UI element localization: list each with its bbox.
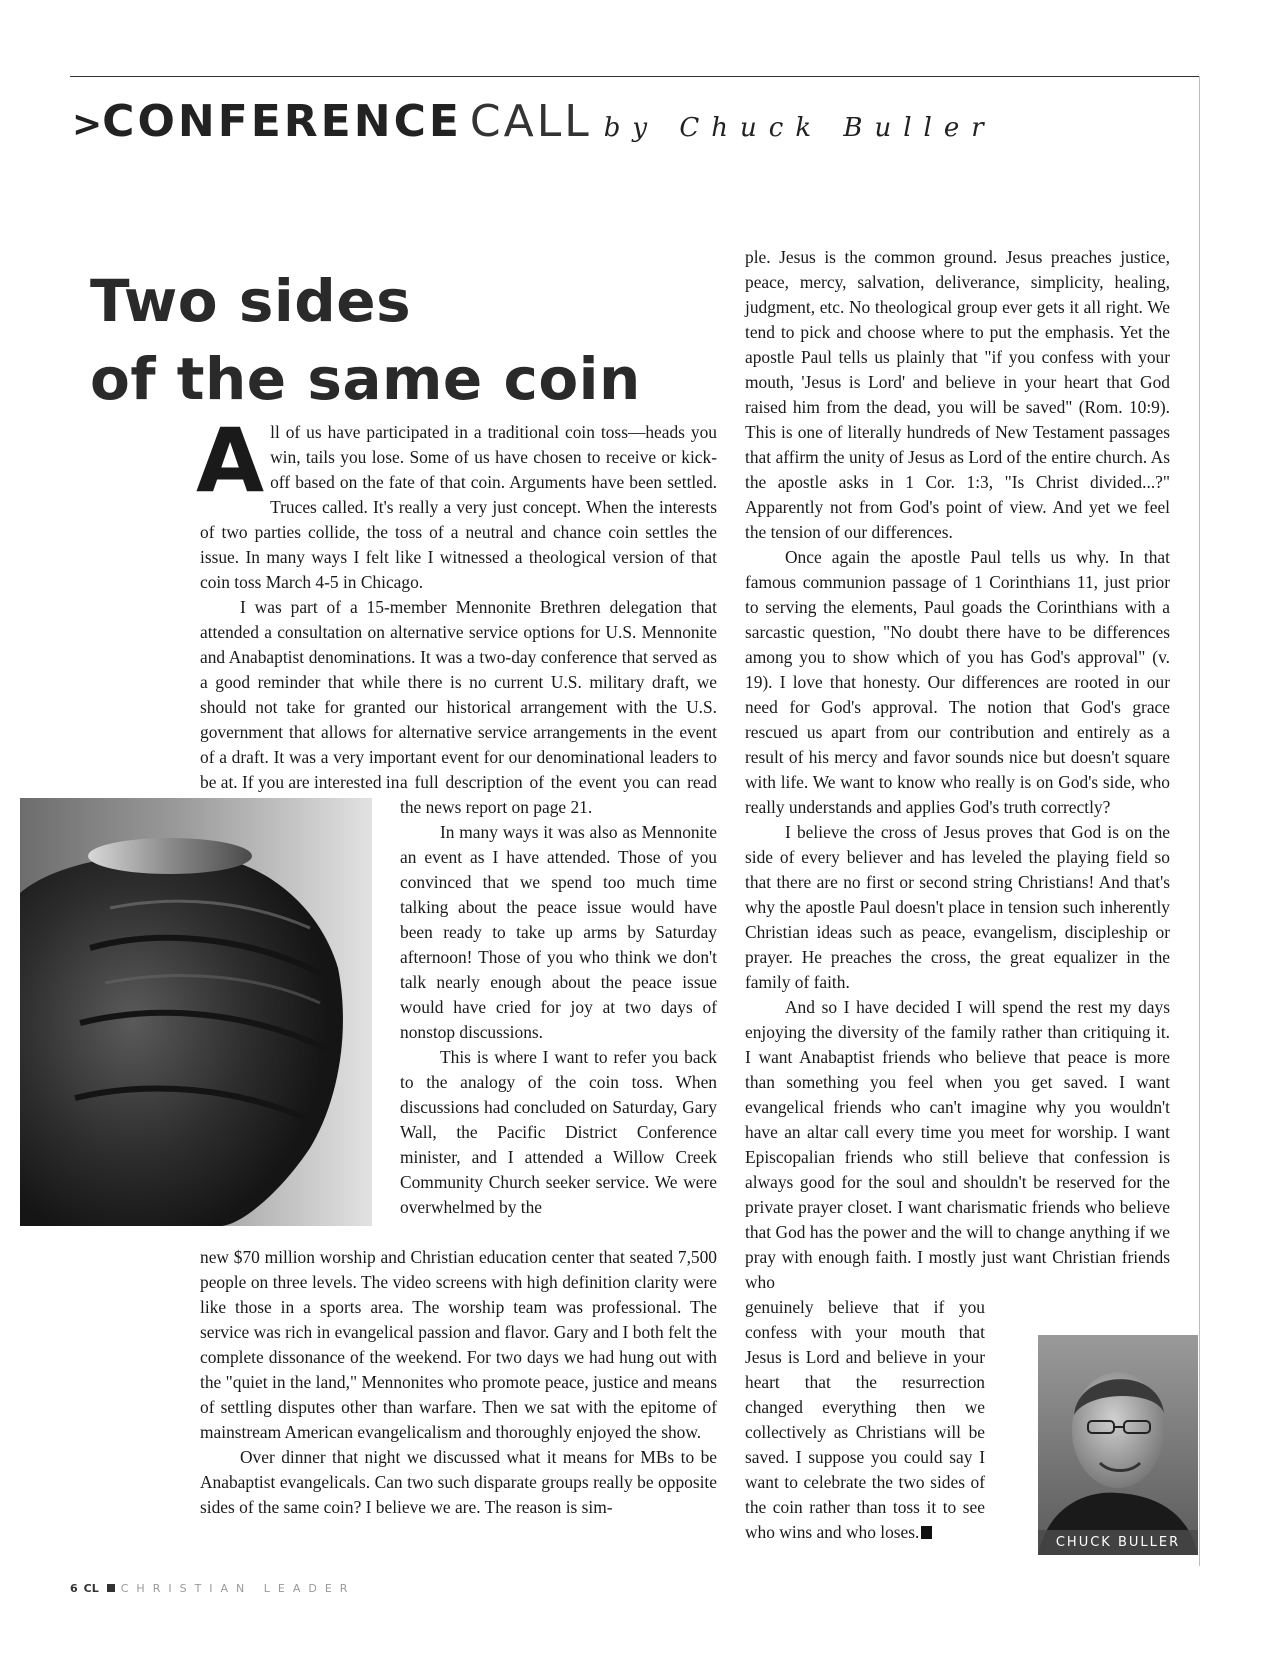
- paragraph-5-continued: ple. Jesus is the common ground. Jesus preaches justice, peace, mercy, salvation, deliverance, simplicity, healing, judgment, etc. No theological group ever gets it all right. We tend to pick and choose where to put the emphasis. Yet the apostle Paul tells us plainly that "if you confess with your mouth, 'Jesus is Lord' and believe in your heart that God raised him from the dead, you will be saved" (Rom. 10:9). This is one of literally hundreds of New Testament passages that affirm the unity of Jesus as Lord of the entire church. As the apostle asks in 1 Cor. 1:3, "Is Christ divided...?" Apparently not from God's point of view. And yet we feel the tension of our differences.: [745, 247, 1170, 542]
- author-portrait: [1038, 1335, 1198, 1555]
- page-edge-rule: [1199, 76, 1200, 1566]
- magazine-abbr: CL: [83, 1582, 99, 1595]
- author-caption: CHUCK BULLER: [1055, 1535, 1181, 1550]
- paragraph-7: I believe the cross of Jesus proves that God is on the side of every believer and has leveled the playing field so that there are no first or second string Christians! And that's why the apostle Paul doesn't place in tension such inherently Christian ideas such as peace, evangelism, discipleship or prayer. He preaches the cross, the great equalizer in the family of faith.: [745, 822, 1170, 992]
- column-1-bottom: [200, 1245, 717, 1520]
- coin-hand-photo: [20, 798, 372, 1226]
- article-headline: [90, 262, 641, 418]
- paragraph-6: Once again the apostle Paul tells us why. In that famous communion passage of 1 Corinthians 11, just prior to serving the elements, Paul goads the Corinthians with a sarcastic question, "No doubt there have to be differences among you to show which of you has God's approval" (v. 19). I love that honesty. Our differences are rooted in our need for God's approval. The notion that God's grace rescued us apart from our contribution and entirely as a result of his mercy and favor sounds nice but doesn't square with life. We want to know who really is on God's side, who really understands and applies God's truth correctly?: [745, 547, 1170, 817]
- column-2: [745, 245, 1170, 1295]
- headline-line-2: of the same coin: [90, 345, 641, 413]
- paragraph-1-text: ll of us have participated in a traditional coin toss—heads you win, tails you lose. Some of us have chosen to receive or kick-off based on the fate of that coin. Arguments have been settled. Truces called. It's really a very just concept. When the interests of two parties collide, the toss of a neutral and chance coin settles the issue. In many ways I felt like I witnessed a theological version of that coin toss March 4-5 in Chicago.: [200, 422, 717, 592]
- magazine-name: CHRISTIAN LEADER: [120, 1582, 356, 1595]
- author-photo: [1038, 1335, 1198, 1555]
- paragraph-4: This is where I want to refer you back to the analogy of the coin toss. When discussions had concluded on Saturday, Gary Wall, the Pacific District Conference minister, and I attended a Willow Creek Community Church seeker service. We were overwhelmed by the: [400, 1047, 717, 1217]
- column-2-bottom: [745, 1295, 985, 1545]
- byline: by Chuck Buller: [603, 113, 996, 143]
- paragraph-1: [196, 409, 717, 595]
- column-header: [72, 96, 996, 147]
- header-rule: [70, 76, 1200, 77]
- column-name-bold: CONFERENCE: [102, 96, 462, 147]
- paragraph-8-continued: [745, 1295, 985, 1545]
- paragraph-3: In many ways it was also as Mennonite an event as I have attended. Those of you convinced that we spend too much time talking about the peace issue would have been ready to take up arms by Saturday afternoon! Those of you who think we don't talk nearly enough about the peace issue would have cried for joy at two days of nonstop discussions.: [400, 822, 717, 1042]
- paragraph-5: Over dinner that night we discussed what it means for MBs to be Anabaptist evangelicals. Can two such disparate groups really be opposite sides of the same coin? I believe we are. The reason is sim-: [200, 1447, 717, 1517]
- drop-cap: A: [196, 409, 265, 512]
- square-bullet-icon: [107, 1584, 115, 1592]
- column-name-light: CALL: [469, 96, 592, 147]
- column-1-top: [196, 409, 717, 795]
- arrow-icon: >: [72, 104, 103, 145]
- coin-hand-image: [20, 798, 372, 1226]
- paragraph-2-continued: a full description of the event you can read the news report on page 21.: [400, 772, 717, 817]
- page-number: 6: [70, 1582, 78, 1595]
- end-mark-icon: [921, 1526, 932, 1539]
- paragraph-8-continued-text: genuinely believe that if you confess with your mouth that Jesus is Lord and believe in your heart that the resurrection changed everything then we collectively as Christians will be saved. I suppose you could say I want to celebrate the two sides of the coin rather than toss it to see who wins and who loses.: [745, 1297, 985, 1542]
- paragraph-4-continued: new $70 million worship and Christian education center that seated 7,500 people on three levels. The video screens with high definition clarity were like those in a sports area. The worship team was professional. The service was rich in evangelical passion and flavor. Gary and I both felt the complete dissonance of the weekend. For two days we had hung out with the "quiet in the land," Mennonites who promote peace, justice and means of settling disputes other than warfare. Then we sat with the epitome of mainstream American evangelicalism and thoroughly enjoyed the show.: [200, 1247, 717, 1442]
- column-1-middle: [400, 770, 717, 1220]
- page-footer: [70, 1582, 355, 1595]
- paragraph-2: I was part of a 15-member Mennonite Brethren delegation that attended a consultation on alternative service options for U.S. Mennonite and Anabaptist denominations. It was a two-day conference that served as a good reminder that while there is no current U.S. military draft, we should not take for granted our historical arrangement with the U.S. government that allows for alternative service arrangements in the event of a draft. It was a very important event for our denominational leaders to be at. If you are interested in: [200, 597, 717, 792]
- paragraph-8: And so I have decided I will spend the rest my days enjoying the diversity of the family rather than critiquing it. I want Anabaptist friends who believe that peace is more than something you feel when you get saved. I want evangelical friends who can't imagine why you wouldn't have an altar call every time you meet for worship. I want Episcopalian friends who still believe that confession is always good for the soul and shouldn't be reserved for the private prayer closet. I want charismatic friends who believe that God has the power and the will to change anything if we pray with enough faith. I mostly just want Christian friends who: [745, 997, 1170, 1292]
- headline-line-1: Two sides: [90, 267, 412, 335]
